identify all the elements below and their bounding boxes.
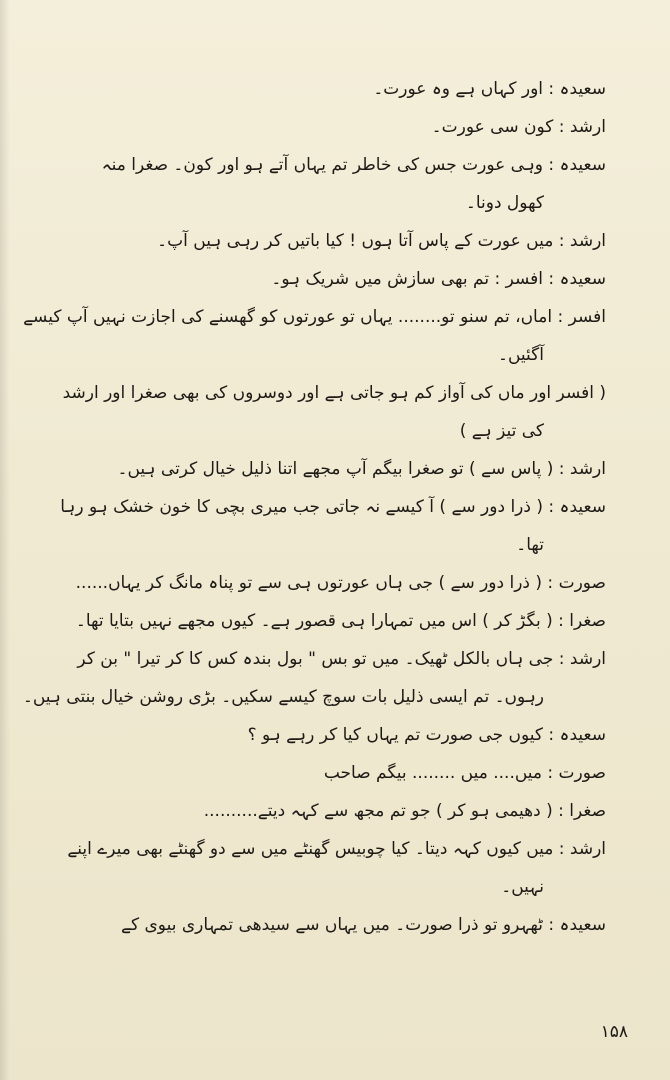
text-line: صورت : ( ذرا دور سے ) جی ہاں عورتوں ہی سے تو پناہ مانگ کر یہاں...... xyxy=(75,573,606,593)
text-line: افسر : اماں، تم سنو تو........ یہاں تو عورتوں کو گھسنے کی اجازت نہیں آپ کیسے xyxy=(23,307,606,327)
text-line: رہوں۔ تم ایسی ذلیل بات سوچ کیسے سکیں۔ بڑی روشن خیال بنتی ہیں۔ xyxy=(22,687,544,707)
text-line: کی تیز ہے ) xyxy=(459,421,544,441)
text-line: آگئیں۔ xyxy=(498,345,544,365)
text-line: ارشد : میں عورت کے پاس آتا ہوں ! کیا باتیں کر رہی ہیں آپ۔ xyxy=(157,231,606,251)
text-line: سعیدہ : ٹھہرو تو ذرا صورت۔ میں یہاں سے سیدھی تمہاری بیوی کے xyxy=(121,915,606,935)
page-number: ۱۵۸ xyxy=(600,1022,628,1042)
text-line: سعیدہ : ( ذرا دور سے ) آ کیسے نہ جاتی جب میری بچی کا خون خشک ہو رہا xyxy=(60,497,606,517)
text-line: صغرا : ( دھیمی ہو کر ) جو تم مجھ سے کہہ دیتے.......... xyxy=(203,801,606,821)
text-line: سعیدہ : افسر : تم بھی سازش میں شریک ہو۔ xyxy=(271,269,606,289)
text-line: صغرا : ( بگڑ کر ) اس میں تمہارا ہی قصور ہے۔ کیوں مجھے نہیں بتایا تھا۔ xyxy=(75,611,606,631)
page-edge-shadow xyxy=(0,0,10,1080)
text-line: سعیدہ : کیوں جی صورت تم یہاں کیا کر رہے ہو ؟ xyxy=(247,725,606,745)
text-line: ارشد : ( پاس سے ) تو صغرا بیگم آپ مجھے اتنا ذلیل خیال کرتی ہیں۔ xyxy=(117,459,606,479)
text-line: ارشد : کون سی عورت۔ xyxy=(431,117,606,137)
text-line: تھا۔ xyxy=(516,535,544,555)
text-line: کھول دونا۔ xyxy=(465,193,544,213)
text-line: سعیدہ : اور کہاں ہے وہ عورت۔ xyxy=(373,79,606,99)
text-line: سعیدہ : وہی عورت جس کی خاطر تم یہاں آتے ہو اور کون۔ صغرا منہ xyxy=(101,155,606,175)
text-line: ( افسر اور ماں کی آواز کم ہو جاتی ہے اور دوسروں کی بھی صغرا اور ارشد xyxy=(62,383,606,403)
dialogue-text xyxy=(18,70,606,944)
text-line: صورت : میں.... میں ........ بیگم صاحب xyxy=(323,763,606,783)
text-line: ارشد : جی ہاں بالکل ٹھیک۔ میں تو بس " بول بندہ کس کا کر تیرا " بن کر xyxy=(77,649,606,669)
text-line: ارشد : میں کیوں کہہ دیتا۔ کیا چوبیس گھنٹے میں سے دو گھنٹے بھی میرے اپنے xyxy=(67,839,606,859)
text-line: نہیں۔ xyxy=(501,877,544,897)
